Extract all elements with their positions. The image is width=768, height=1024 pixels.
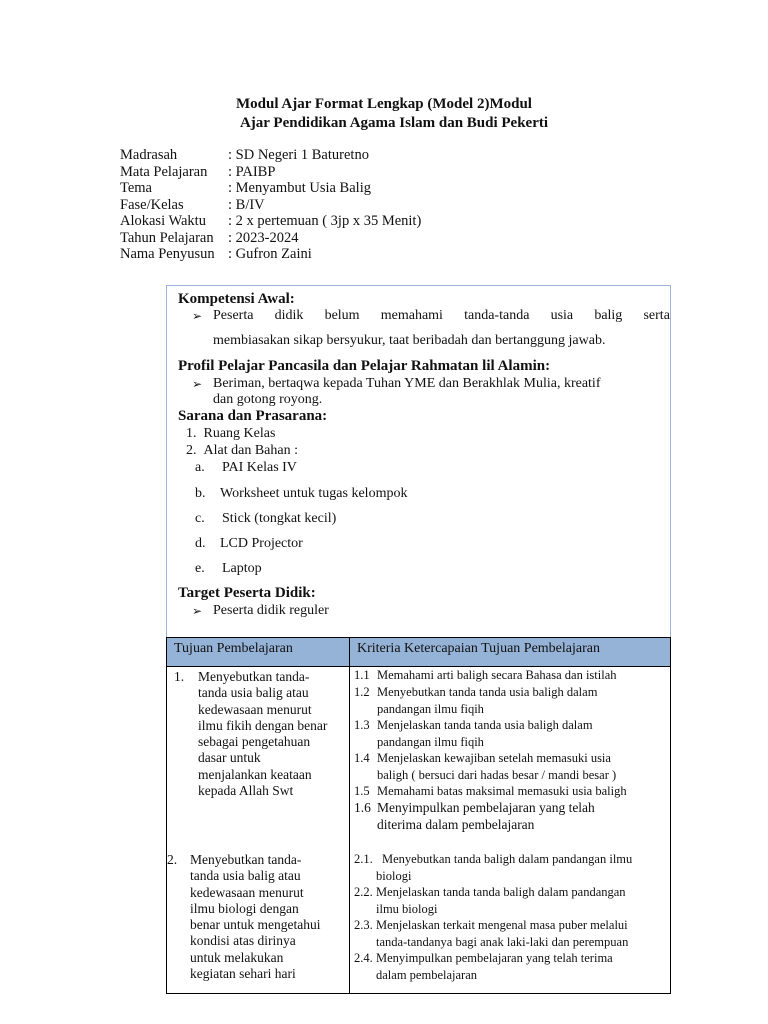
meta-value: : Menyambut Usia Balig: [228, 180, 371, 196]
word: belum: [324, 308, 360, 323]
profil-heading: Profil Pelajar Pancasila dan Pelajar Rahmatan lil Alamin:: [178, 358, 551, 374]
objective-line: kondisi atas dirinya: [190, 933, 296, 949]
criteria-line: Menjelaskan terkait mengenal masa puber melalui: [376, 918, 628, 932]
word: serta: [643, 308, 670, 323]
meta-value: : B/IV: [228, 197, 265, 213]
criteria-line: diterima dalam pembelajaran: [377, 816, 535, 832]
arrowhead-bullet-icon: ➢: [192, 604, 203, 618]
row1-number: 1.: [174, 669, 185, 684]
meta-value: : Gufron Zaini: [228, 246, 312, 262]
meta-row-alokasi: [120, 213, 421, 230]
meta-row-madrasah: [120, 147, 369, 164]
criteria-number: 1.3: [354, 718, 370, 732]
criteria-number: 2.4.: [354, 951, 373, 965]
word: tanda-tanda: [464, 308, 530, 323]
criteria-number: 1.6: [354, 800, 371, 815]
table-header-tujuan: Tujuan Pembelajaran: [174, 641, 293, 656]
document-title-line2: Ajar Pendidikan Agama Islam dan Budi Pekerti: [239, 115, 549, 131]
criteria-number: 1.5: [354, 784, 370, 798]
objective-line: kegiatan sehari hari: [190, 966, 296, 982]
criteria-number: 1.4: [354, 751, 370, 765]
arrowhead-bullet-icon: ➢: [192, 309, 203, 323]
criteria-line: Memahami batas maksimal memasuki usia baligh: [377, 784, 627, 798]
objective-line: Menyebutkan tanda-: [198, 669, 310, 684]
meta-row-mapel: [120, 164, 275, 181]
item-number: 2.: [186, 443, 197, 458]
criteria-line: Memahami arti baligh secara Bahasa dan istilah: [377, 668, 617, 682]
meta-row-fase: [120, 197, 265, 214]
objective-line: tanda usia balig atau: [198, 685, 309, 701]
criteria-number: 2.1.: [354, 852, 373, 866]
meta-label: Fase/Kelas: [120, 197, 184, 213]
sub-text: LCD Projector: [220, 536, 303, 551]
meta-row-tahun: [120, 230, 298, 247]
arrowhead-bullet-icon: ➢: [192, 377, 203, 391]
sub-number: c.: [195, 511, 205, 526]
sub-number: a.: [195, 460, 205, 475]
criteria-line: Menyebutkan tanda baligh dalam pandangan ilmu: [382, 852, 633, 866]
objective-line: dasar untuk: [198, 750, 261, 766]
sub-number: b.: [195, 486, 206, 501]
sarana-item-1: [186, 426, 275, 442]
objective-line: tanda usia balig atau: [190, 868, 301, 884]
item-text: Alat dan Bahan :: [203, 443, 298, 458]
kompetensi-line1: [213, 308, 670, 324]
objective-line: benar untuk mengetahui: [190, 917, 321, 933]
column-divider: [349, 637, 350, 994]
meta-label: Mata Pelajaran: [120, 164, 208, 180]
meta-label: Alokasi Waktu: [120, 213, 206, 229]
meta-label: Nama Penyusun: [120, 246, 215, 262]
sarana-heading: Sarana dan Prasarana:: [178, 408, 328, 424]
objective-line: menjalankan keataan: [198, 766, 312, 782]
meta-value: : 2 x pertemuan ( 3jp x 35 Menit): [228, 213, 422, 229]
objective-line: kepada Allah Swt: [198, 783, 294, 799]
sub-text: PAI Kelas IV: [222, 460, 297, 475]
criteria-line: Menyimpulkan pembelajaran yang telah terima: [376, 951, 613, 965]
criteria-number: 1.2: [354, 685, 370, 699]
meta-row-tema: [120, 180, 371, 197]
meta-label: Tema: [120, 180, 152, 196]
objective-line: ilmu biologi dengan: [190, 900, 299, 916]
row2-objective: [190, 852, 320, 982]
sub-text: Stick (tongkat kecil): [222, 511, 337, 526]
criteria-line: tanda-tandanya bagi anak laki-laki dan perempuan: [376, 934, 629, 949]
criteria-number: 2.2.: [354, 885, 373, 899]
kompetensi-line2: membiasakan sikap bersyukur, taat beribadah dan bertanggung jawab.: [213, 333, 606, 348]
objective-line: untuk melakukan: [190, 949, 284, 965]
criteria-number: 1.1: [354, 668, 370, 682]
profil-line2: dan gotong royong.: [213, 392, 323, 407]
sarana-item-2: [186, 443, 298, 459]
item-number: 1.: [186, 426, 197, 441]
target-heading: Target Peserta Didik:: [178, 585, 316, 601]
objective-line: ilmu fikih dengan benar: [198, 717, 328, 733]
objective-line: Menyebutkan tanda-: [190, 852, 302, 867]
sub-text: Laptop: [222, 561, 262, 576]
sub-number: e.: [195, 561, 205, 576]
criteria-line: pandangan ilmu fiqih: [377, 734, 484, 749]
word: memahami: [380, 308, 443, 323]
sub-text: Worksheet untuk tugas kelompok: [220, 486, 408, 501]
criteria-line: baligh ( bersuci dari hadas besar / mandi besar ): [377, 767, 617, 782]
meta-label: Madrasah: [120, 147, 178, 163]
criteria-line: biologi: [376, 868, 412, 883]
meta-value: : PAIBP: [228, 164, 276, 180]
row2-number: 2.: [167, 852, 178, 867]
criteria-line: dalam pembelajaran: [376, 967, 477, 982]
criteria-line: pandangan ilmu fiqih: [377, 701, 484, 716]
meta-label: Tahun Pelajaran: [120, 230, 214, 246]
word: balig: [594, 308, 623, 323]
criteria-number: 2.3.: [354, 918, 373, 932]
objective-line: kedewasaan menurut: [190, 884, 304, 900]
criteria-line: Menyimpulkan pembelajaran yang telah: [377, 800, 595, 815]
objective-line: kedewasaan menurut: [198, 701, 312, 717]
word: didik: [274, 308, 304, 323]
meta-row-penyusun: [120, 246, 312, 263]
criteria-line: ilmu biologi: [376, 901, 438, 916]
table-header-kriteria: Kriteria Ketercapaian Tujuan Pembelajaran: [357, 641, 600, 656]
target-line1: Peserta didik reguler: [213, 603, 329, 618]
item-text: Ruang Kelas: [203, 426, 276, 441]
kompetensi-heading: Kompetensi Awal:: [178, 291, 295, 307]
meta-value: : SD Negeri 1 Baturetno: [228, 147, 369, 163]
word: usia: [550, 308, 574, 323]
criteria-line: Menjelaskan tanda tanda usia baligh dalam: [377, 718, 593, 732]
objective-line: sebagai pengetahuan: [198, 734, 311, 750]
document-title-line1: Modul Ajar Format Lengkap (Model 2)Modul: [236, 96, 532, 112]
word: Peserta: [213, 308, 254, 323]
sub-number: d.: [195, 536, 206, 551]
row1-objective: [198, 669, 327, 799]
profil-line1: Beriman, bertaqwa kepada Tuhan YME dan Berakhlak Mulia, kreatif: [213, 376, 601, 391]
criteria-line: Menjelaskan kewajiban setelah memasuki usia: [377, 751, 611, 765]
criteria-line: Menjelaskan tanda tanda baligh dalam pandangan: [376, 885, 626, 899]
criteria-line: Menyebutkan tanda tanda usia baligh dalam: [377, 685, 598, 699]
meta-value: : 2023-2024: [228, 230, 299, 246]
